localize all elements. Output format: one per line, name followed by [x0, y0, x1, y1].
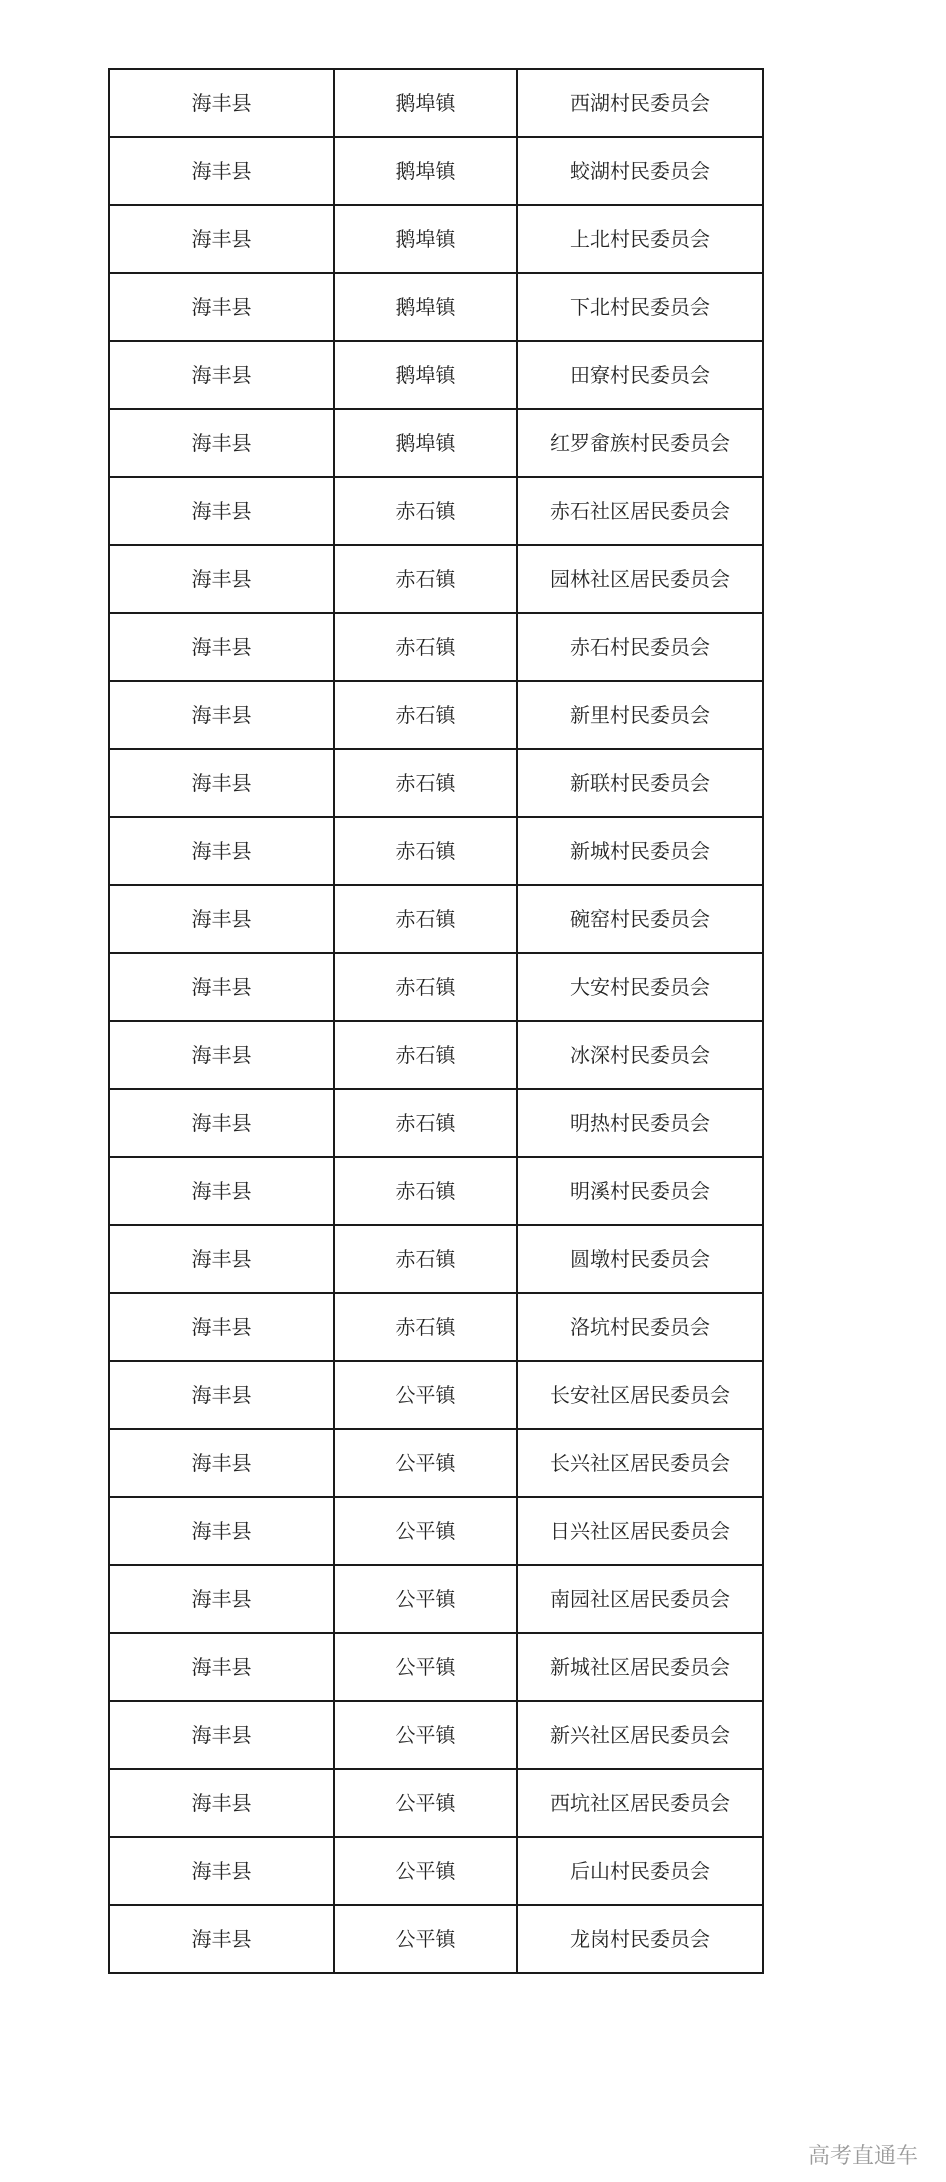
committee-table [108, 68, 764, 1974]
town-cell: 公平镇 [334, 1429, 517, 1497]
committee-cell: 新里村民委员会 [517, 681, 763, 749]
county-cell: 海丰县 [109, 1293, 334, 1361]
county-cell: 海丰县 [109, 885, 334, 953]
committee-cell: 后山村民委员会 [517, 1837, 763, 1905]
county-cell: 海丰县 [109, 1361, 334, 1429]
committee-cell: 新联村民委员会 [517, 749, 763, 817]
committee-cell: 上北村民委员会 [517, 205, 763, 273]
town-cell: 公平镇 [334, 1565, 517, 1633]
table-row [109, 409, 763, 477]
county-cell: 海丰县 [109, 273, 334, 341]
town-cell: 赤石镇 [334, 613, 517, 681]
town-cell: 赤石镇 [334, 885, 517, 953]
town-cell: 鹅埠镇 [334, 69, 517, 137]
county-cell: 海丰县 [109, 1633, 334, 1701]
county-cell: 海丰县 [109, 1021, 334, 1089]
table-row [109, 1021, 763, 1089]
table-row [109, 1497, 763, 1565]
committee-cell: 冰深村民委员会 [517, 1021, 763, 1089]
committee-cell: 龙岗村民委员会 [517, 1905, 763, 1973]
county-cell: 海丰县 [109, 1089, 334, 1157]
town-cell: 赤石镇 [334, 817, 517, 885]
table-row [109, 1769, 763, 1837]
county-cell: 海丰县 [109, 69, 334, 137]
county-cell: 海丰县 [109, 1769, 334, 1837]
county-cell: 海丰县 [109, 545, 334, 613]
county-cell: 海丰县 [109, 953, 334, 1021]
town-cell: 赤石镇 [334, 477, 517, 545]
table-row [109, 1905, 763, 1973]
town-cell: 鹅埠镇 [334, 341, 517, 409]
county-cell: 海丰县 [109, 1565, 334, 1633]
table-row [109, 273, 763, 341]
county-cell: 海丰县 [109, 817, 334, 885]
committee-cell: 田寮村民委员会 [517, 341, 763, 409]
committee-cell: 圆墩村民委员会 [517, 1225, 763, 1293]
town-cell: 鹅埠镇 [334, 409, 517, 477]
committee-cell: 赤石村民委员会 [517, 613, 763, 681]
table-row [109, 1089, 763, 1157]
committee-cell: 赤石社区居民委员会 [517, 477, 763, 545]
county-cell: 海丰县 [109, 749, 334, 817]
town-cell: 公平镇 [334, 1497, 517, 1565]
table-row [109, 341, 763, 409]
committee-cell: 西湖村民委员会 [517, 69, 763, 137]
committee-cell: 南园社区居民委员会 [517, 1565, 763, 1633]
town-cell: 赤石镇 [334, 681, 517, 749]
committee-cell: 大安村民委员会 [517, 953, 763, 1021]
table-row [109, 1293, 763, 1361]
town-cell: 鹅埠镇 [334, 273, 517, 341]
table-row [109, 885, 763, 953]
committee-cell: 下北村民委员会 [517, 273, 763, 341]
table-row [109, 1633, 763, 1701]
table-row [109, 681, 763, 749]
county-cell: 海丰县 [109, 681, 334, 749]
county-cell: 海丰县 [109, 205, 334, 273]
county-cell: 海丰县 [109, 477, 334, 545]
town-cell: 公平镇 [334, 1769, 517, 1837]
committee-cell: 明热村民委员会 [517, 1089, 763, 1157]
committee-cell: 园林社区居民委员会 [517, 545, 763, 613]
county-cell: 海丰县 [109, 341, 334, 409]
town-cell: 赤石镇 [334, 953, 517, 1021]
table-row [109, 817, 763, 885]
town-cell: 赤石镇 [334, 1293, 517, 1361]
county-cell: 海丰县 [109, 1905, 334, 1973]
committee-cell: 洛坑村民委员会 [517, 1293, 763, 1361]
committee-cell: 蛟湖村民委员会 [517, 137, 763, 205]
town-cell: 鹅埠镇 [334, 205, 517, 273]
town-cell: 公平镇 [334, 1837, 517, 1905]
table-row [109, 1361, 763, 1429]
table-row [109, 137, 763, 205]
table-row [109, 1565, 763, 1633]
table-row [109, 1225, 763, 1293]
table-row [109, 1157, 763, 1225]
committee-cell: 红罗畲族村民委员会 [517, 409, 763, 477]
table-row [109, 477, 763, 545]
county-cell: 海丰县 [109, 1497, 334, 1565]
county-cell: 海丰县 [109, 1225, 334, 1293]
county-cell: 海丰县 [109, 1837, 334, 1905]
watermark-text: 高考直通车 [807, 2144, 918, 2169]
table-row [109, 205, 763, 273]
town-cell: 赤石镇 [334, 1225, 517, 1293]
town-cell: 公平镇 [334, 1633, 517, 1701]
town-cell: 赤石镇 [334, 1089, 517, 1157]
table-row [109, 613, 763, 681]
committee-cell: 日兴社区居民委员会 [517, 1497, 763, 1565]
town-cell: 公平镇 [334, 1905, 517, 1973]
county-cell: 海丰县 [109, 137, 334, 205]
county-cell: 海丰县 [109, 1701, 334, 1769]
committee-cell: 碗窑村民委员会 [517, 885, 763, 953]
table-row [109, 749, 763, 817]
committee-cell: 长安社区居民委员会 [517, 1361, 763, 1429]
county-cell: 海丰县 [109, 1157, 334, 1225]
committee-cell: 新兴社区居民委员会 [517, 1701, 763, 1769]
committee-cell: 长兴社区居民委员会 [517, 1429, 763, 1497]
town-cell: 赤石镇 [334, 1021, 517, 1089]
committee-cell: 新城社区居民委员会 [517, 1633, 763, 1701]
table-body [109, 69, 763, 1973]
county-cell: 海丰县 [109, 1429, 334, 1497]
table-row [109, 1429, 763, 1497]
table-row [109, 1837, 763, 1905]
town-cell: 公平镇 [334, 1361, 517, 1429]
town-cell: 赤石镇 [334, 545, 517, 613]
committee-cell: 明溪村民委员会 [517, 1157, 763, 1225]
table-row [109, 545, 763, 613]
committee-cell: 新城村民委员会 [517, 817, 763, 885]
town-cell: 赤石镇 [334, 749, 517, 817]
table-row [109, 1701, 763, 1769]
table-row [109, 69, 763, 137]
table-row [109, 953, 763, 1021]
county-cell: 海丰县 [109, 409, 334, 477]
town-cell: 公平镇 [334, 1701, 517, 1769]
county-cell: 海丰县 [109, 613, 334, 681]
committee-cell: 西坑社区居民委员会 [517, 1769, 763, 1837]
town-cell: 赤石镇 [334, 1157, 517, 1225]
town-cell: 鹅埠镇 [334, 137, 517, 205]
